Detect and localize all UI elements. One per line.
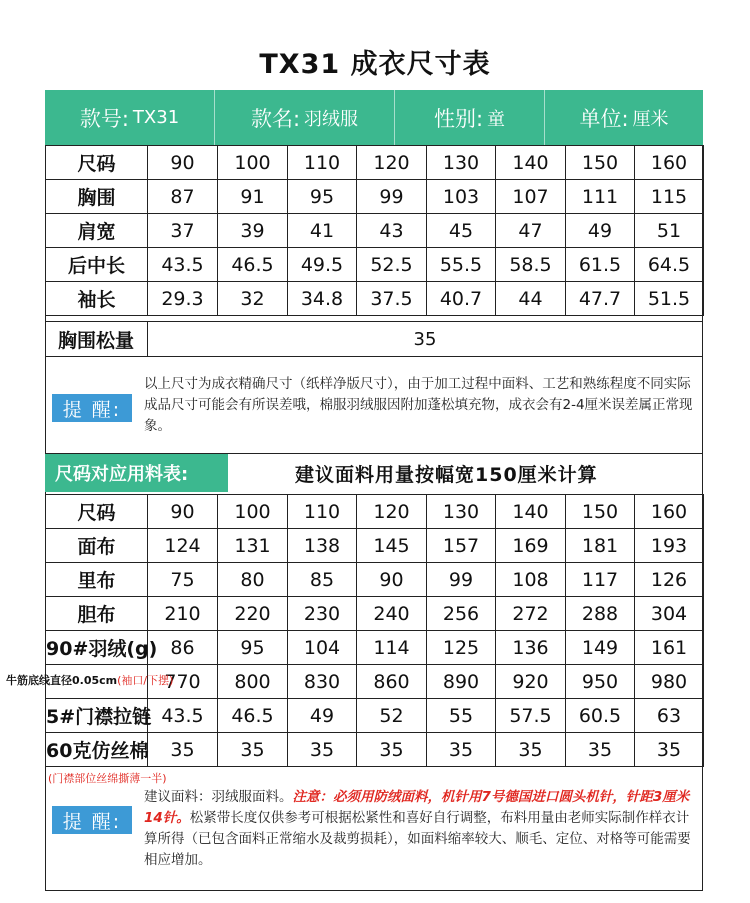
table-cell: 230 bbox=[288, 597, 357, 631]
table-cell: 100 bbox=[218, 146, 288, 180]
table-cell: 140 bbox=[496, 146, 566, 180]
table-cell: 55.5 bbox=[427, 248, 496, 282]
table-cell: 830 bbox=[288, 665, 357, 699]
tip2-text-b: 松紧带长度仅供参考可根据松紧性和喜好自行调整，布料用量由老师实际制作样衣计算所得（已包含面料正常缩水及裁剪损耗），如面料缩率较大、顺毛、定位、对格等可能需要相应增加。 bbox=[144, 810, 691, 868]
table-cell: 130 bbox=[427, 146, 496, 180]
elastic-label-red: (袖口/下摆) bbox=[117, 674, 174, 687]
table-cell: 125 bbox=[427, 631, 496, 665]
table-cell: 99 bbox=[357, 180, 427, 214]
table-cell: 80 bbox=[218, 563, 288, 597]
row-label-shoulder: 肩宽 bbox=[46, 214, 148, 248]
table-cell: 890 bbox=[427, 665, 496, 699]
table-cell: 136 bbox=[496, 631, 566, 665]
tip-text: 以上尺寸为成衣精确尺寸（纸样净版尺寸），由于加工过程中面料、工艺和熟练程度不同实际成品尺寸可能会有所误差哦，棉服羽绒服因附加蓬松填充物，成衣会有2-4厘米误差属正常现象。 bbox=[144, 376, 693, 434]
fabric-section-note: 建议面料用量按幅宽150厘米计算 bbox=[295, 463, 598, 486]
table-cell: 210 bbox=[148, 597, 218, 631]
table-cell: 35 bbox=[357, 733, 427, 767]
table-cell: 126 bbox=[635, 563, 704, 597]
table-cell: 120 bbox=[357, 495, 427, 529]
table-cell: 43.5 bbox=[148, 248, 218, 282]
style-no-cell bbox=[45, 90, 215, 145]
table-cell: 40.7 bbox=[427, 282, 496, 316]
tip-badge-2: 提 醒: bbox=[52, 806, 132, 834]
table-cell: 920 bbox=[496, 665, 566, 699]
table-cell: 272 bbox=[496, 597, 566, 631]
table-cell: 115 bbox=[635, 180, 704, 214]
table-cell: 860 bbox=[357, 665, 427, 699]
table-row bbox=[46, 733, 704, 767]
table-cell: 57.5 bbox=[496, 699, 566, 733]
table-cell: 87 bbox=[148, 180, 218, 214]
row-label-sleeve: 袖长 bbox=[46, 282, 148, 316]
row-label-zipper: 5#门襟拉链 bbox=[46, 699, 148, 733]
table-cell: 55 bbox=[427, 699, 496, 733]
table-cell: 150 bbox=[566, 146, 635, 180]
table-cell: 44 bbox=[496, 282, 566, 316]
table-row bbox=[46, 146, 704, 180]
table-cell: 90 bbox=[148, 146, 218, 180]
table-cell: 75 bbox=[148, 563, 218, 597]
table-cell: 35 bbox=[218, 733, 288, 767]
silk-note: (门襟部位丝绵撕薄一半) bbox=[48, 772, 167, 785]
row-label-size: 尺码 bbox=[46, 146, 148, 180]
table-cell: 45 bbox=[427, 214, 496, 248]
table-cell: 950 bbox=[566, 665, 635, 699]
style-name-value: 羽绒服 bbox=[304, 108, 359, 130]
table-cell: 86 bbox=[148, 631, 218, 665]
table-row bbox=[46, 282, 704, 316]
style-no-label: 款号: bbox=[79, 106, 129, 131]
table-cell: 304 bbox=[635, 597, 704, 631]
style-name-cell bbox=[215, 90, 395, 145]
table-row bbox=[46, 214, 704, 248]
table-cell: 58.5 bbox=[496, 248, 566, 282]
table-cell: 34.8 bbox=[288, 282, 357, 316]
header-bar bbox=[45, 90, 703, 145]
table-cell: 130 bbox=[427, 495, 496, 529]
table-cell: 110 bbox=[288, 146, 357, 180]
table-cell: 35 bbox=[288, 733, 357, 767]
table-cell: 149 bbox=[566, 631, 635, 665]
table-cell: 193 bbox=[635, 529, 704, 563]
table-cell: 35 bbox=[635, 733, 704, 767]
table-cell: 37.5 bbox=[357, 282, 427, 316]
table-cell: 240 bbox=[357, 597, 427, 631]
ease-row bbox=[45, 321, 703, 357]
table-cell: 99 bbox=[427, 563, 496, 597]
table-cell: 85 bbox=[288, 563, 357, 597]
table-cell: 220 bbox=[218, 597, 288, 631]
table-cell: 41 bbox=[288, 214, 357, 248]
table-cell: 49.5 bbox=[288, 248, 357, 282]
table-cell: 51 bbox=[635, 214, 704, 248]
row-label-back-length: 后中长 bbox=[46, 248, 148, 282]
table-cell: 150 bbox=[566, 495, 635, 529]
table-cell: 124 bbox=[148, 529, 218, 563]
table-cell: 157 bbox=[427, 529, 496, 563]
unit-cell bbox=[545, 90, 703, 145]
elastic-label-text: 牛筋底线直径0.05cm bbox=[6, 674, 118, 687]
table-cell: 288 bbox=[566, 597, 635, 631]
table-row bbox=[46, 699, 704, 733]
table-cell: 90 bbox=[148, 495, 218, 529]
table-cell: 120 bbox=[357, 146, 427, 180]
unit-label: 单位: bbox=[579, 106, 629, 131]
table-cell: 52 bbox=[357, 699, 427, 733]
row-label-chest: 胸围 bbox=[46, 180, 148, 214]
unit-value: 厘米 bbox=[632, 108, 669, 130]
table-cell: 104 bbox=[288, 631, 357, 665]
table-cell: 90 bbox=[357, 563, 427, 597]
table-row bbox=[46, 563, 704, 597]
fabric-section-bar bbox=[45, 453, 703, 493]
row-label-down-fill: 90#羽绒(g) bbox=[46, 631, 148, 665]
row-label-size: 尺码 bbox=[46, 495, 148, 529]
table-cell: 117 bbox=[566, 563, 635, 597]
table-row bbox=[46, 248, 704, 282]
table-row bbox=[46, 529, 704, 563]
table-cell: 46.5 bbox=[218, 248, 288, 282]
table-cell: 131 bbox=[218, 529, 288, 563]
table-cell: 39 bbox=[218, 214, 288, 248]
table-row bbox=[46, 180, 704, 214]
table-cell: 145 bbox=[357, 529, 427, 563]
table-cell: 800 bbox=[218, 665, 288, 699]
page-title: TX31 成衣尺寸表 bbox=[259, 49, 491, 80]
row-label-wadding: 60克仿丝棉 bbox=[46, 733, 148, 767]
elastic-label bbox=[6, 672, 173, 688]
table-cell: 256 bbox=[427, 597, 496, 631]
gender-label: 性别: bbox=[433, 106, 484, 131]
style-name-label: 款名: bbox=[250, 106, 301, 131]
tip2-text-em: 注意：必须用防绒面料，机针用7号德国进口圆头机针，针距3厘米14针。 bbox=[144, 789, 690, 826]
table-row bbox=[46, 597, 704, 631]
table-cell: 29.3 bbox=[148, 282, 218, 316]
tip2-text-a: 建议面料：羽绒服面料。 bbox=[144, 789, 293, 805]
table-row bbox=[46, 495, 704, 529]
ease-label: 胸围松量 bbox=[45, 322, 148, 357]
gender-value: 童 bbox=[487, 108, 506, 130]
table-cell: 181 bbox=[566, 529, 635, 563]
table-cell: 103 bbox=[427, 180, 496, 214]
table-cell: 64.5 bbox=[635, 248, 704, 282]
table-cell: 108 bbox=[496, 563, 566, 597]
table-cell: 138 bbox=[288, 529, 357, 563]
table-cell: 60.5 bbox=[566, 699, 635, 733]
table-cell: 110 bbox=[288, 495, 357, 529]
table-cell: 47 bbox=[496, 214, 566, 248]
row-label-down-proof: 胆布 bbox=[46, 597, 148, 631]
table-cell: 980 bbox=[635, 665, 704, 699]
table-cell: 63 bbox=[635, 699, 704, 733]
table-cell: 95 bbox=[218, 631, 288, 665]
row-label-shell: 面布 bbox=[46, 529, 148, 563]
table-cell: 47.7 bbox=[566, 282, 635, 316]
table-cell: 49 bbox=[288, 699, 357, 733]
table-cell: 51.5 bbox=[635, 282, 704, 316]
table-cell: 35 bbox=[427, 733, 496, 767]
table-cell: 111 bbox=[566, 180, 635, 214]
gender-cell bbox=[395, 90, 545, 145]
table-row bbox=[46, 631, 704, 665]
table-cell: 35 bbox=[496, 733, 566, 767]
table-cell: 49 bbox=[566, 214, 635, 248]
table-cell: 140 bbox=[496, 495, 566, 529]
size-table bbox=[45, 145, 704, 316]
table-cell: 107 bbox=[496, 180, 566, 214]
table-cell: 160 bbox=[635, 495, 704, 529]
table-cell: 32 bbox=[218, 282, 288, 316]
table-cell: 52.5 bbox=[357, 248, 427, 282]
table-cell: 61.5 bbox=[566, 248, 635, 282]
table-cell: 770 bbox=[148, 665, 218, 699]
table-cell: 169 bbox=[496, 529, 566, 563]
style-no-value: TX31 bbox=[132, 107, 180, 128]
ease-value: 35 bbox=[413, 329, 437, 350]
table-cell: 160 bbox=[635, 146, 704, 180]
tip-text-2 bbox=[144, 787, 696, 871]
table-cell: 100 bbox=[218, 495, 288, 529]
fabric-table bbox=[45, 494, 704, 767]
table-cell: 161 bbox=[635, 631, 704, 665]
tip-badge: 提 醒: bbox=[52, 394, 132, 422]
fabric-section-label: 尺码对应用料表: bbox=[45, 454, 228, 492]
table-cell: 43 bbox=[357, 214, 427, 248]
table-cell: 43.5 bbox=[148, 699, 218, 733]
table-cell: 35 bbox=[566, 733, 635, 767]
table-cell: 37 bbox=[148, 214, 218, 248]
table-cell: 46.5 bbox=[218, 699, 288, 733]
table-cell: 91 bbox=[218, 180, 288, 214]
row-label-lining: 里布 bbox=[46, 563, 148, 597]
table-cell: 114 bbox=[357, 631, 427, 665]
table-cell: 35 bbox=[148, 733, 218, 767]
table-cell: 95 bbox=[288, 180, 357, 214]
